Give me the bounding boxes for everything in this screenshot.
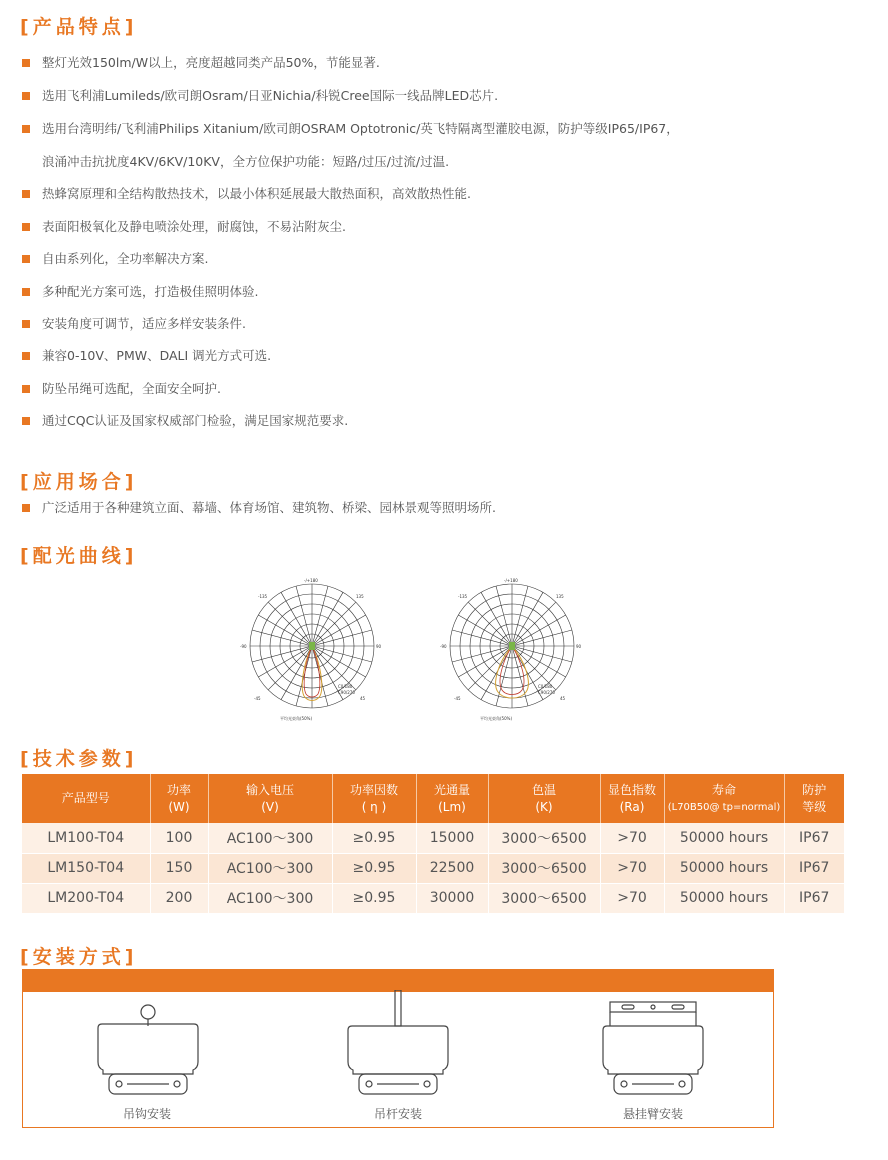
install-label-bracket: 悬挂臂安装	[622, 1107, 683, 1121]
header-protection: 防护 等级	[784, 774, 844, 823]
header-lifetime: 寿命 (L70B50@ tp=normal)	[664, 774, 784, 823]
svg-text:-135: -135	[258, 594, 268, 599]
curve-center-mark	[509, 642, 515, 650]
svg-text:-45: -45	[254, 696, 261, 701]
svg-text:135: 135	[556, 594, 564, 599]
svg-text:45: 45	[560, 696, 566, 701]
bullet-square-icon	[22, 190, 30, 198]
svg-text:-/+180: -/+180	[304, 578, 318, 583]
bullet-square-icon	[22, 352, 30, 360]
bullet-square-icon	[22, 223, 30, 231]
svg-text:-135: -135	[458, 594, 468, 599]
bullet-square-icon	[22, 255, 30, 263]
header-voltage: 输入电压 (V)	[208, 774, 332, 823]
svg-text:-45: -45	[454, 696, 461, 701]
tech-title: [技术参数]	[20, 748, 138, 770]
header-cri: 显色指数 (Ra)	[600, 774, 664, 823]
svg-text:C0/180: C0/180	[338, 684, 353, 689]
bullet-square-icon	[22, 417, 30, 425]
svg-text:-90: -90	[240, 644, 247, 649]
pole-mount-illustration	[343, 990, 453, 1100]
svg-text:平均光束角(50%): 平均光束角(50%)	[280, 716, 313, 721]
bullet-square-icon	[22, 92, 30, 100]
light-curve-title: [配光曲线]	[20, 545, 138, 567]
svg-text:C90/270: C90/270	[338, 690, 355, 695]
bullet-square-icon	[22, 385, 30, 393]
bullet-square-icon	[22, 125, 30, 133]
table-row: LM100-T04 100 AC100～300 ≥0.95 15000 3000～6500 >70 50000 hours IP67	[22, 823, 844, 853]
header-power: 功率 (W)	[150, 774, 208, 823]
polar-diagram-1	[240, 576, 390, 724]
header-model: 产品型号	[22, 774, 150, 823]
hook-mount-illustration	[93, 1000, 203, 1100]
header-luminous-flux: 光通量 (Lm)	[416, 774, 488, 823]
svg-text:-/+180: -/+180	[504, 578, 518, 583]
install-title: [安装方式]	[20, 946, 138, 968]
curve-center-mark	[309, 642, 315, 650]
svg-text:C90/270: C90/270	[538, 690, 555, 695]
applications-title: [应用场合]	[20, 471, 138, 493]
svg-text:135: 135	[356, 594, 364, 599]
features-title: [产品特点]	[20, 16, 138, 38]
header-color-temp: 色温 (K)	[488, 774, 600, 823]
bullet-square-icon	[22, 59, 30, 67]
svg-text:平均光束角(50%): 平均光束角(50%)	[480, 716, 513, 721]
bracket-mount-illustration	[598, 1000, 708, 1100]
spec-table	[22, 774, 844, 914]
install-label-pole: 吊杆安装	[373, 1107, 422, 1121]
svg-text:90: 90	[576, 644, 582, 649]
svg-text:-90: -90	[440, 644, 447, 649]
table-row: LM150-T04 150 AC100～300 ≥0.95 22500 3000～6500 >70 50000 hours IP67	[22, 853, 844, 883]
install-panel	[22, 969, 774, 1128]
bullet-square-icon	[22, 504, 30, 512]
bullet-square-icon	[22, 320, 30, 328]
bullet-square-icon	[22, 288, 30, 296]
svg-text:90: 90	[376, 644, 382, 649]
polar-diagram-2	[440, 576, 590, 724]
install-label-hook: 吊钩安装	[122, 1107, 171, 1121]
table-row: LM200-T04 200 AC100～300 ≥0.95 30000 3000～6500 >70 50000 hours IP67	[22, 883, 844, 913]
table-header-row	[22, 774, 844, 823]
install-header-bar	[23, 970, 773, 992]
svg-text:45: 45	[360, 696, 366, 701]
header-power-factor: 功率因数 ( η )	[332, 774, 416, 823]
svg-text:C0/180: C0/180	[538, 684, 553, 689]
